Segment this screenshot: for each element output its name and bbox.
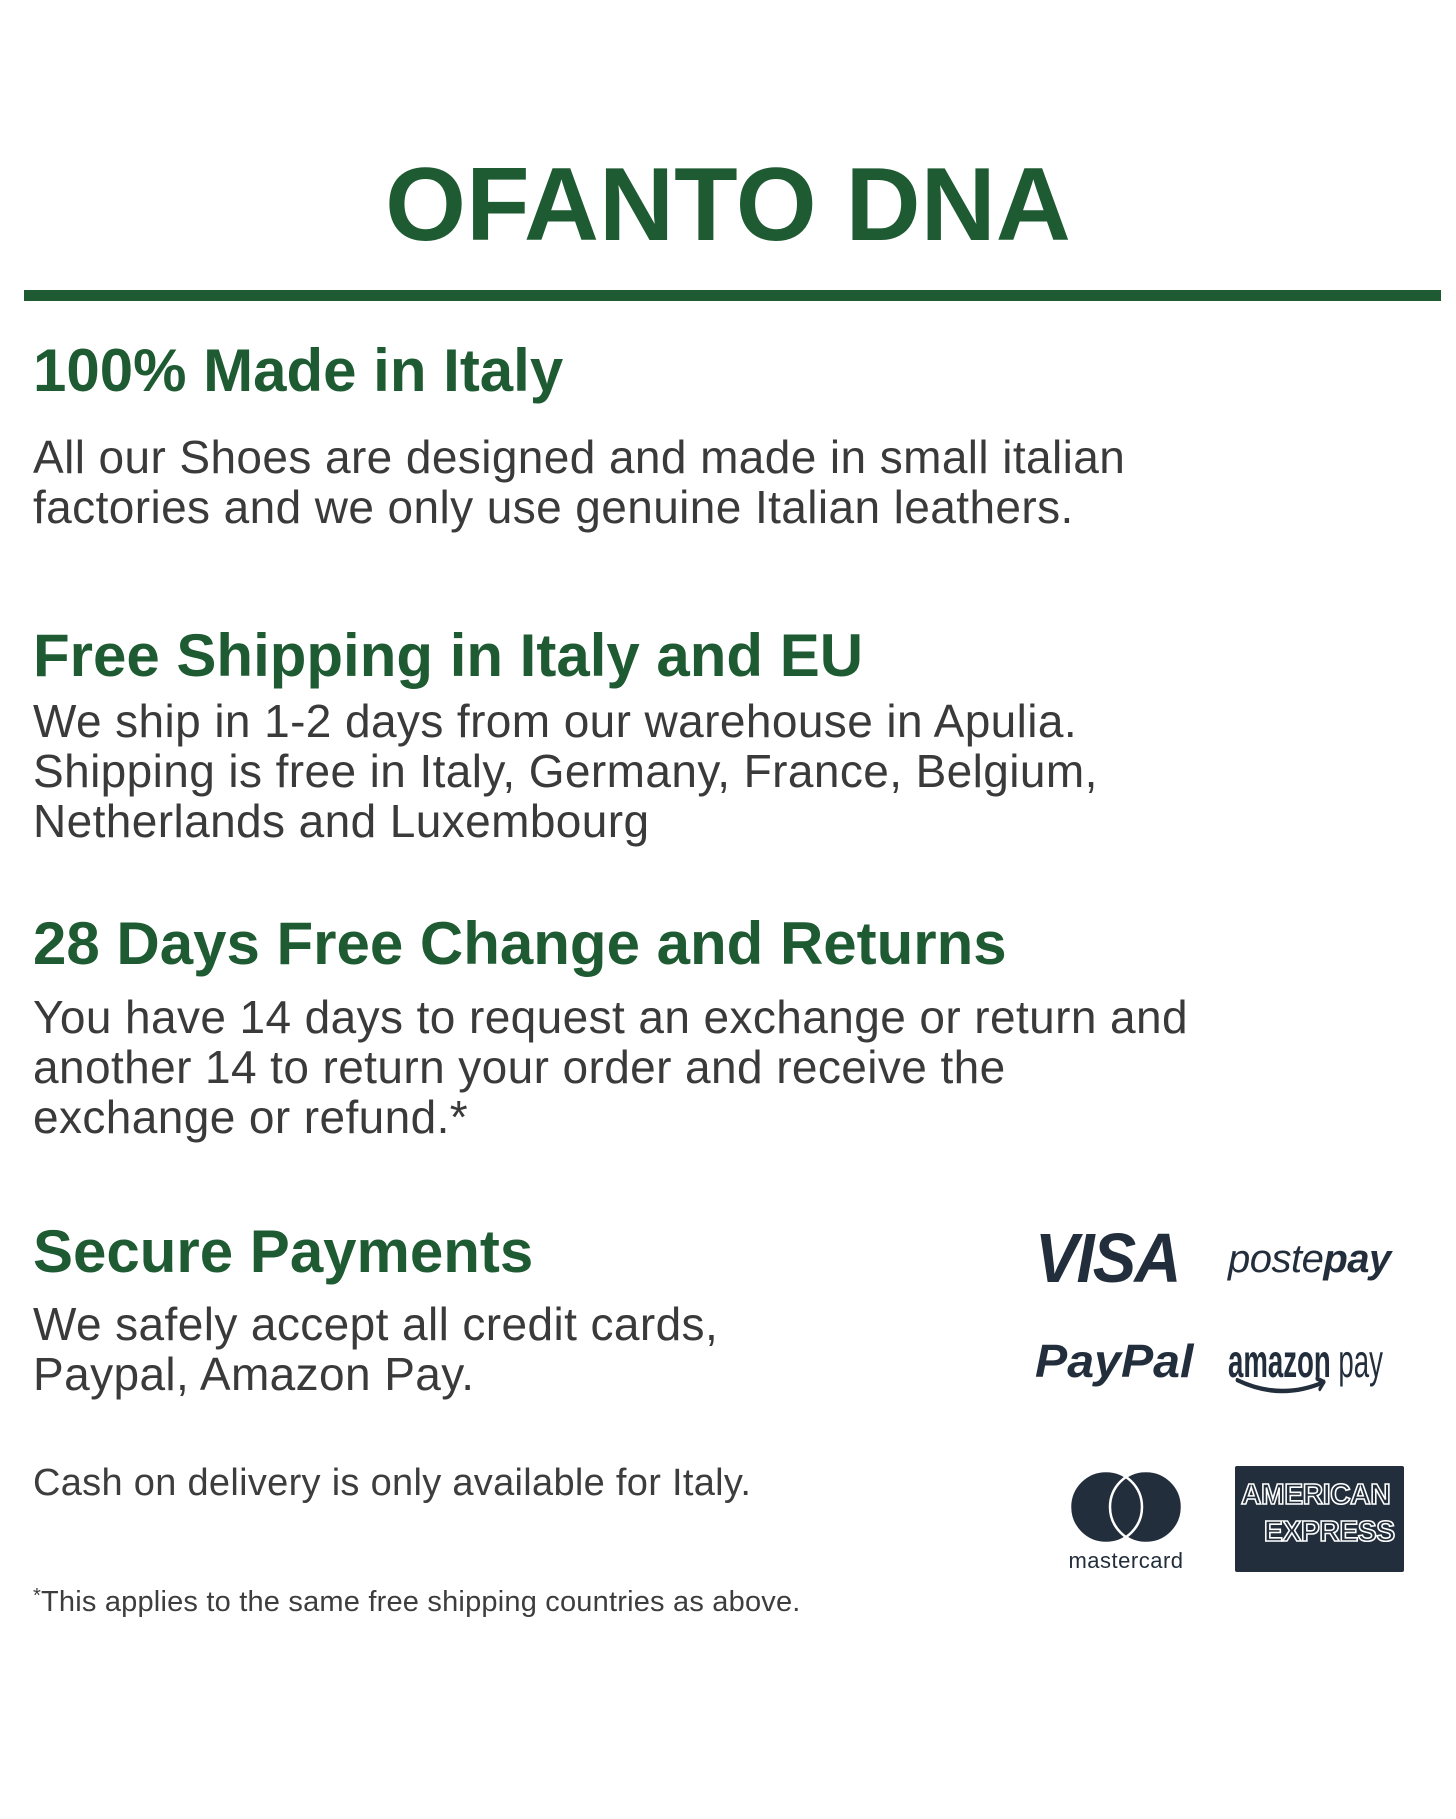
postepay-logo: [1228, 1239, 1391, 1279]
postepay-light-part: poste: [1228, 1237, 1324, 1281]
text-line: factories and we only use genuine Italian leathers.: [33, 481, 1074, 533]
title-divider-rule: [24, 290, 1441, 301]
text-line: Netherlands and Luxembourg: [33, 795, 650, 847]
amex-line-express: EXPRESS: [1263, 1516, 1395, 1548]
footnote-asterisk: *: [33, 1585, 41, 1607]
footnote: [33, 1578, 801, 1620]
visa-logo: VISA: [1035, 1219, 1180, 1297]
text-line: You have 14 days to request an exchange or return and: [33, 991, 1188, 1043]
american-express-logo: [1235, 1466, 1404, 1572]
amazon-word: amazon: [1228, 1335, 1331, 1387]
heading-change-returns: 28 Days Free Change and Returns: [33, 910, 1007, 977]
cash-on-delivery-note: Cash on delivery is only available for Italy.: [33, 1462, 752, 1504]
text-line: another 14 to return your order and receive the: [33, 1041, 1006, 1093]
text-line: We safely accept all credit cards,: [33, 1298, 719, 1350]
pay-word: pay: [1330, 1335, 1383, 1387]
text-line: exchange or refund.*: [33, 1091, 469, 1143]
amazon-pay-logo: [1228, 1335, 1383, 1397]
secure-payments-text: [33, 1299, 718, 1399]
page-title: OFANTO DNA: [385, 147, 1071, 263]
amazon-pay-wordmark: [1228, 1335, 1383, 1387]
postepay-bold-part: pay: [1323, 1237, 1391, 1281]
text-line: We ship in 1-2 days from our warehouse in Apulia.: [33, 695, 1078, 747]
mastercard-logo: [1062, 1470, 1190, 1573]
text-line: Paypal, Amazon Pay.: [33, 1348, 475, 1400]
paypal-logo: PayPal: [1035, 1335, 1194, 1387]
heading-secure-payments: Secure Payments: [33, 1218, 534, 1285]
heading-made-in-italy: 100% Made in Italy: [33, 337, 564, 404]
mastercard-circles-icon: [1068, 1470, 1184, 1546]
footnote-text: This applies to the same free shipping countries as above.: [40, 1586, 801, 1618]
text-line: Shipping is free in Italy, Germany, France, Belgium,: [33, 745, 1098, 797]
amex-line-american: AMERICAN: [1241, 1479, 1391, 1511]
heading-free-shipping: Free Shipping in Italy and EU: [33, 622, 864, 689]
mastercard-label: mastercard: [1068, 1548, 1184, 1573]
change-returns-text: [33, 992, 1188, 1142]
text-line: All our Shoes are designed and made in small italian: [33, 431, 1126, 483]
made-in-italy-text: [33, 432, 1125, 532]
free-shipping-text: [33, 696, 1098, 846]
